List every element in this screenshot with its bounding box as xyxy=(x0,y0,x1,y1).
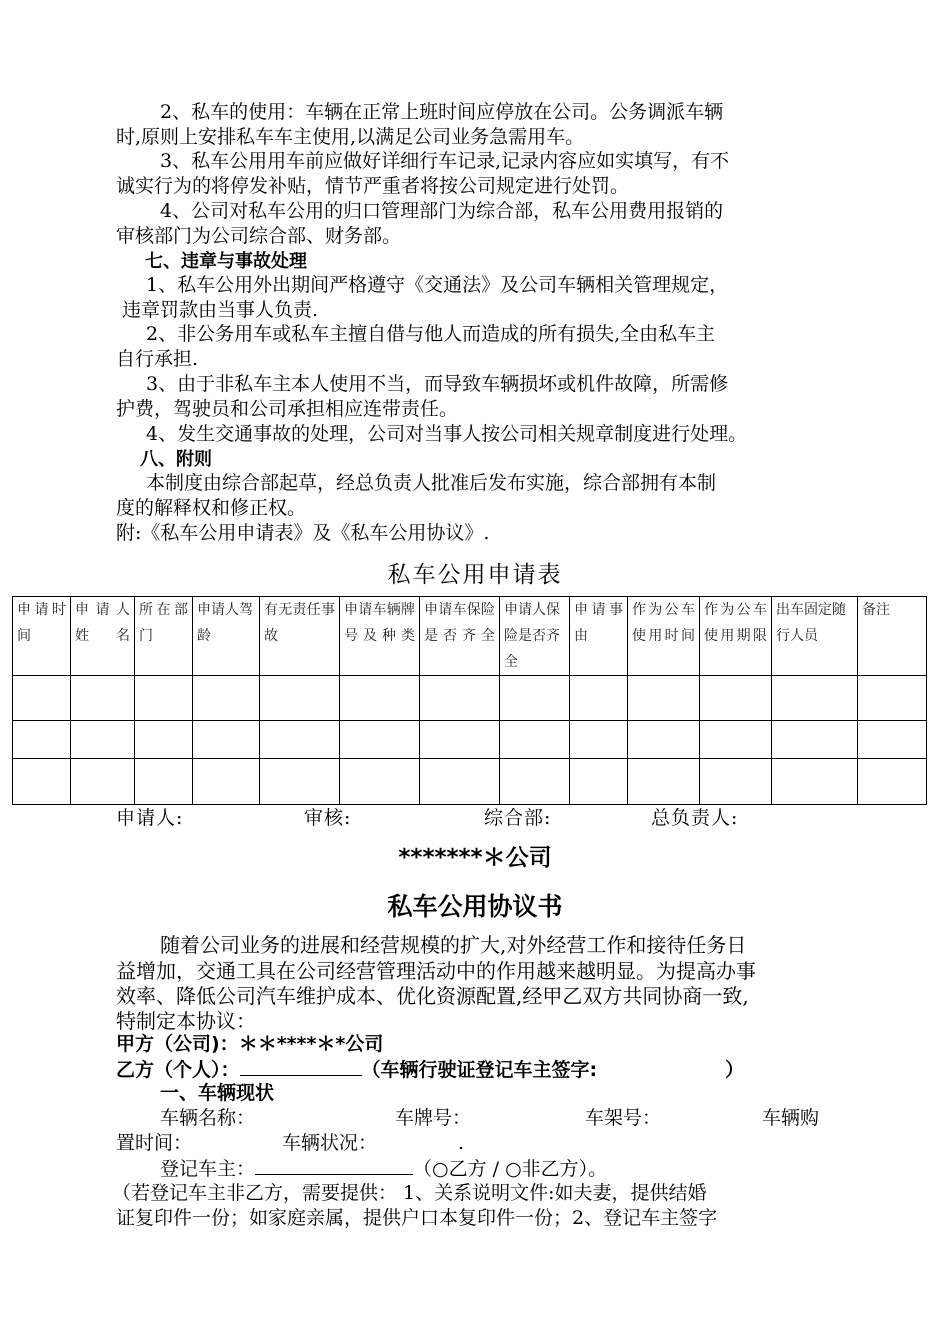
vehicle-condition-label: 车辆状况： xyxy=(282,1132,378,1154)
section-8-body-line-2: 度的解释权和修正权。 xyxy=(116,497,307,519)
vehicle-name-label: 车辆名称： xyxy=(160,1107,256,1129)
signature-reviewer: 审核: xyxy=(304,807,352,829)
col-header-driving-years: 申请人驾龄 xyxy=(193,597,260,676)
section-7-heading: 七、违章与事故处理 xyxy=(145,251,307,272)
table-cell[interactable] xyxy=(420,676,500,721)
signature-applicant: 申请人: xyxy=(116,807,184,829)
owner-name-blank[interactable] xyxy=(255,1156,413,1175)
col-header-remarks: 备注 xyxy=(858,597,927,676)
col-header-use-period: 作为公车使用期限 xyxy=(700,597,772,676)
col-header-applicant-insurance: 申请人保险是否齐全 xyxy=(500,597,570,676)
table-cell[interactable] xyxy=(13,721,71,759)
table-cell[interactable] xyxy=(71,759,135,805)
party-b-note-close: ） xyxy=(725,1059,745,1081)
table-cell[interactable] xyxy=(135,721,193,759)
signature-general-dept: 综合部: xyxy=(484,807,552,829)
col-header-fixed-passengers: 出车固定随行人员 xyxy=(772,597,858,676)
table-cell[interactable] xyxy=(500,759,570,805)
agreement-intro-line-3: 效率、降低公司汽车维护成本、优化资源配置,经甲乙双方共同协商一致, xyxy=(116,984,749,1008)
section-8-attachment: 附:《私车公用申请表》及《私车公用协议》. xyxy=(116,522,490,544)
table-row xyxy=(13,759,927,805)
owner-note-line-1: （若登记车主非乙方，需要提供： 1、关系说明文件:如夫妻，提供结婚 xyxy=(112,1182,707,1204)
agreement-intro-line-4: 特制定本协议： xyxy=(116,1009,256,1033)
rule-item-4-line-2: 审核部门为公司综合部、财务部。 xyxy=(116,225,402,247)
table-cell[interactable] xyxy=(135,676,193,721)
table-row xyxy=(13,721,927,759)
party-b-label: 乙方（个人）： xyxy=(116,1059,240,1081)
section-7-item-2-line-1: 2、非公务用车或私车主擅自借与他人而造成的所有损失,全由私车主 xyxy=(146,323,716,345)
table-cell[interactable] xyxy=(260,759,340,805)
rule-item-2-line-1: 2、私车的使用：车辆在正常上班时间应停放在公司。公务调派车辆 xyxy=(160,101,724,123)
section-1-heading: 一、车辆现状 xyxy=(160,1082,275,1104)
table-cell[interactable] xyxy=(700,721,772,759)
party-b-line xyxy=(116,1057,838,1083)
party-a-line xyxy=(116,1032,838,1057)
party-a-label: 甲方（公司)： xyxy=(116,1033,239,1055)
col-header-applicant-name: 申请人姓名 xyxy=(71,597,135,676)
table-cell[interactable] xyxy=(260,721,340,759)
agreement-company: *******＊公司 xyxy=(398,845,552,871)
table-cell[interactable] xyxy=(700,759,772,805)
table-cell[interactable] xyxy=(858,759,927,805)
table-cell[interactable] xyxy=(193,676,260,721)
col-header-use-time: 作为公车使用时间 xyxy=(628,597,700,676)
vehicle-line-end: . xyxy=(458,1132,465,1154)
table-cell[interactable] xyxy=(193,721,260,759)
vehicle-purchase-label-end: 置时间： xyxy=(116,1132,193,1154)
agreement-title: 私车公用协议书 xyxy=(387,892,563,921)
vehicle-plate-label: 车牌号： xyxy=(395,1107,472,1129)
rule-item-2-line-2: 时,原则上安排私车车主使用,以满足公司业务急需用车。 xyxy=(116,126,585,148)
owner-options: （○乙方 / ○非乙方）。 xyxy=(413,1158,608,1180)
vehicle-purchase-label-start: 车辆购 xyxy=(762,1107,820,1129)
table-cell[interactable] xyxy=(570,721,628,759)
section-7-item-4: 4、发生交通事故的处理，公司对当事人按公司相关规章制度进行处理。 xyxy=(146,423,748,445)
section-7-item-2-line-2: 自行承担. xyxy=(116,348,199,370)
table-cell[interactable] xyxy=(340,676,420,721)
table-cell[interactable] xyxy=(628,759,700,805)
party-b-note-open: （车辆行驶证登记车主签字: xyxy=(361,1059,598,1081)
rule-item-3-line-1: 3、私车公用用车前应做好详细行车记录,记录内容应如实填写，有不 xyxy=(160,150,730,172)
table-cell[interactable] xyxy=(71,676,135,721)
owner-label: 登记车主： xyxy=(160,1158,256,1180)
table-row xyxy=(13,676,927,721)
table-cell[interactable] xyxy=(858,721,927,759)
section-7-item-3-line-2: 护费，驾驶员和公司承担相应连带责任。 xyxy=(116,398,459,420)
section-7-item-1-line-2: 违章罚款由当事人负责. xyxy=(122,299,319,321)
table-cell[interactable] xyxy=(71,721,135,759)
agreement-intro-line-1: 随着公司业务的进展和经营规模的扩大,对外经营工作和接待任务日 xyxy=(160,933,747,957)
table-cell[interactable] xyxy=(420,721,500,759)
party-a-value: ＊＊****＊*公司 xyxy=(238,1033,384,1055)
table-cell[interactable] xyxy=(340,721,420,759)
table-cell[interactable] xyxy=(420,759,500,805)
table-cell[interactable] xyxy=(340,759,420,805)
table-header-row xyxy=(13,597,927,676)
table-cell[interactable] xyxy=(772,759,858,805)
agreement-intro-line-2: 益增加，交通工具在公司经营管理活动中的作用越来越明显。为提高办事 xyxy=(116,959,756,983)
rule-item-3-line-2: 诚实行为的将停发补贴，情节严重者将按公司规定进行处罚。 xyxy=(116,175,630,197)
table-cell[interactable] xyxy=(700,676,772,721)
table-cell[interactable] xyxy=(500,676,570,721)
table-cell[interactable] xyxy=(570,759,628,805)
vehicle-frame-label: 车架号： xyxy=(585,1107,662,1129)
col-header-reason: 申请事由 xyxy=(570,597,628,676)
section-8-heading: 八、附则 xyxy=(140,449,212,470)
signature-general-manager: 总负责人: xyxy=(651,807,739,829)
application-form-title: 私车公用申请表 xyxy=(387,562,563,588)
table-cell[interactable] xyxy=(628,721,700,759)
table-cell[interactable] xyxy=(13,759,71,805)
section-7-item-3-line-1: 3、由于非私车主本人使用不当，而导致车辆损坏或机件故障，所需修 xyxy=(146,373,729,395)
section-8-body-line-1: 本制度由综合部起草，经总负责人批准后发布实施，综合部拥有本制 xyxy=(146,472,717,494)
col-header-accident-record: 有无责任事故 xyxy=(260,597,340,676)
col-header-plate-and-type: 申请车辆牌号及种类 xyxy=(340,597,420,676)
table-cell[interactable] xyxy=(13,676,71,721)
rule-item-4-line-1: 4、公司对私车公用的归口管理部门为综合部，私车公用费用报销的 xyxy=(160,200,724,222)
table-cell[interactable] xyxy=(260,676,340,721)
owner-note-line-2: 证复印件一份；如家庭亲属，提供户口本复印件一份；2、登记车主签字 xyxy=(116,1207,718,1229)
table-cell[interactable] xyxy=(135,759,193,805)
col-header-apply-time: 申请时间 xyxy=(13,597,71,676)
table-cell[interactable] xyxy=(772,721,858,759)
application-form-table xyxy=(12,596,927,805)
section-7-item-1-line-1: 1、私车公用外出期间严格遵守《交通法》及公司车辆相关管理规定， xyxy=(146,274,729,296)
table-cell[interactable] xyxy=(193,759,260,805)
col-header-vehicle-insurance: 申请车保险是否齐全 xyxy=(420,597,500,676)
owner-line xyxy=(160,1156,840,1182)
table-cell[interactable] xyxy=(500,721,570,759)
party-b-name-blank[interactable] xyxy=(240,1057,362,1076)
table-cell[interactable] xyxy=(772,676,858,721)
table-cell[interactable] xyxy=(858,676,927,721)
table-cell[interactable] xyxy=(628,676,700,721)
col-header-department: 所在部门 xyxy=(135,597,193,676)
table-cell[interactable] xyxy=(570,676,628,721)
